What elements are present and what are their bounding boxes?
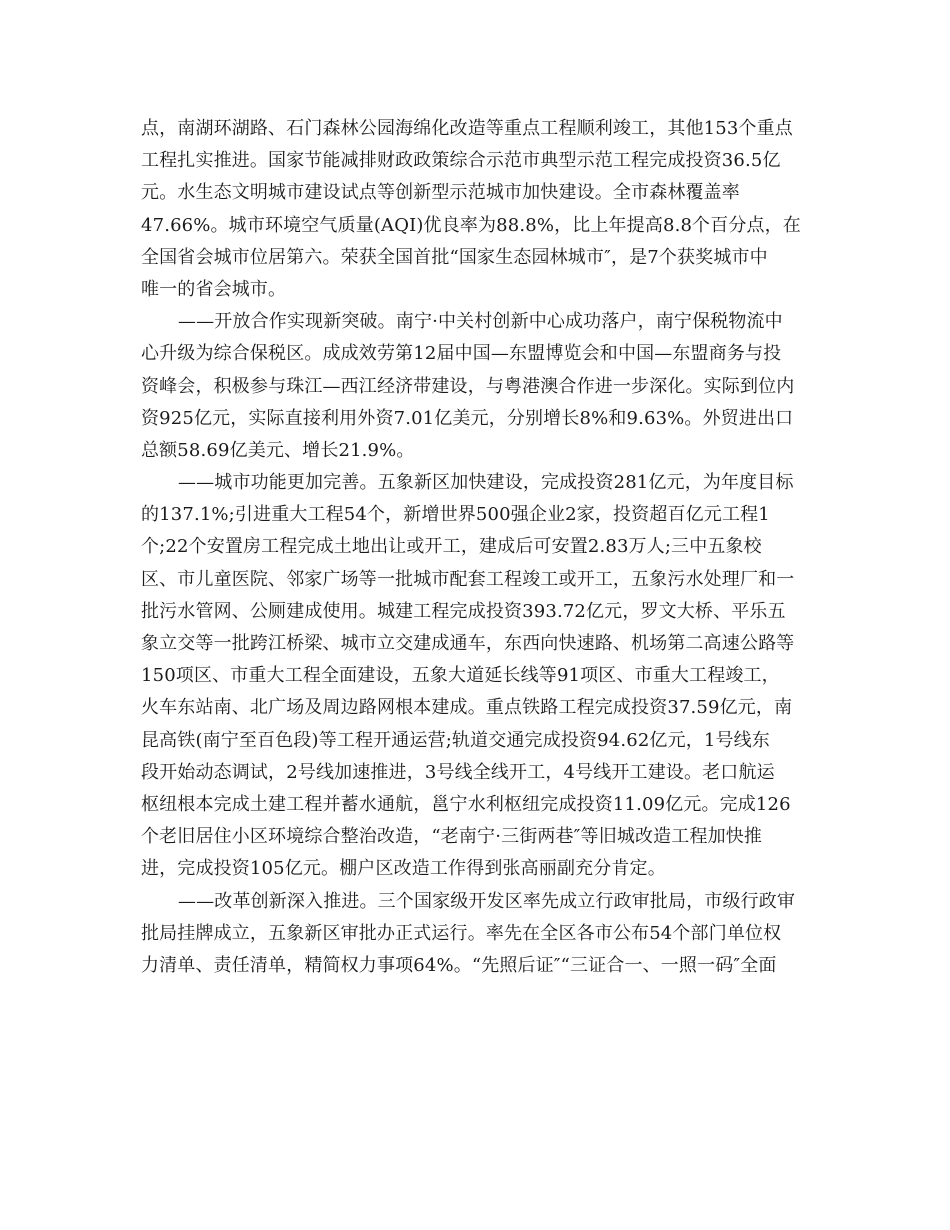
text-line: 象立交等一批跨江桥梁、城市立交建成通车，东西向快速路、机场第二高速公路等 bbox=[141, 633, 795, 654]
text-line: 元。水生态文明城市建设试点等创新型示范城市加快建设。全市森林覆盖率 bbox=[141, 182, 740, 204]
paragraph-first-line: ——改革创新深入推进。三个国家级开发区率先成立行政审批局，市级行政审 bbox=[178, 890, 796, 912]
text-line: 点，南湖环湖路、石门森林公园海绵化改造等重点工程顺利竣工，其他153个重点 bbox=[141, 118, 793, 139]
text-line: 总额58.69亿美元、增长21.9%。 bbox=[141, 439, 415, 461]
text-line: 昆高铁(南宁至百色段)等工程开通运营;轨道交通完成投资94.62亿元，1号线东 bbox=[141, 729, 770, 751]
text-line: 进，完成投资105亿元。棚户区改造工作得到张高丽副充分肯定。 bbox=[141, 858, 666, 880]
text-line: 段开始动态调试，2号线加速推进，3号线全线开工，4号线开工建设。老口航运 bbox=[141, 761, 775, 783]
paragraph-first-line: ——开放合作实现新突破。南宁·中关村创新中心成功落户，南宁保税物流中 bbox=[178, 311, 783, 333]
text-line: 47.66%。城市环境空气质量(AQI)优良率为88.8%，比上年提高8.8个百分点，在 bbox=[141, 214, 801, 236]
text-line: 资925亿元，实际直接利用外资7.01亿美元，分别增长8%和9.63%。外贸进出口 bbox=[141, 407, 794, 429]
text-line: 区、市儿童医院、邻家广场等一批城市配套工程竣工或开工，五象污水处理厂和一 bbox=[141, 568, 795, 590]
document-body bbox=[141, 113, 821, 982]
text-line: 唯一的省会城市。 bbox=[141, 278, 287, 300]
text-line: 批污水管网、公厕建成使用。城建工程完成投资393.72亿元，罗文大桥、平乐五 bbox=[141, 600, 786, 622]
text-line: 的137.1%;引进重大工程54个，新增世界500强企业2家，投资超百亿元工程1 bbox=[141, 504, 770, 526]
text-line: 心升级为综合保税区。成成效劳第12届中国—东盟博览会和中国—东盟商务与投 bbox=[141, 343, 782, 365]
text-line: 工程扎实推进。国家节能减排财政政策综合示范市典型示范工程完成投资36.5亿 bbox=[141, 150, 781, 172]
text-line: 150项区、市重大工程全面建设，五象大道延长线等91项区、市重大工程竣工， bbox=[141, 665, 780, 687]
text-line: 批局挂牌成立，五象新区审批办正式运行。率先在全区各市公布54个部门单位权 bbox=[141, 922, 782, 944]
text-line: 资峰会，积极参与珠江—西江经济带建设，与粤港澳合作进一步深化。实际到位内 bbox=[141, 375, 795, 397]
text-line: 力清单、责任清单，精简权力事项64%。“先照后证″“三证合一、一照一码″全面 bbox=[141, 954, 777, 976]
text-line: 个老旧居住小区环境综合整治改造，“老南宁·三街两巷″等旧城改造工程加快推 bbox=[141, 826, 763, 848]
text-line: 枢纽根本完成土建工程并蓄水通航，邕宁水利枢纽完成投资11.09亿元。完成126 bbox=[141, 793, 791, 815]
text-line: 个;22个安置房工程完成土地出让或开工，建成后可安置2.83万人;三中五象校 bbox=[141, 536, 762, 558]
paragraph-first-line: ——城市功能更加完善。五象新区加快建设，完成投资281亿元，为年度目标 bbox=[178, 472, 794, 494]
text-line: 火车东站南、北广场及周边路网根本建成。重点铁路工程完成投资37.59亿元，南 bbox=[141, 697, 793, 719]
text-line: 全国省会城市位居第六。荣获全国首批“国家生态园林城市″，是7个获奖城市中 bbox=[141, 246, 768, 268]
